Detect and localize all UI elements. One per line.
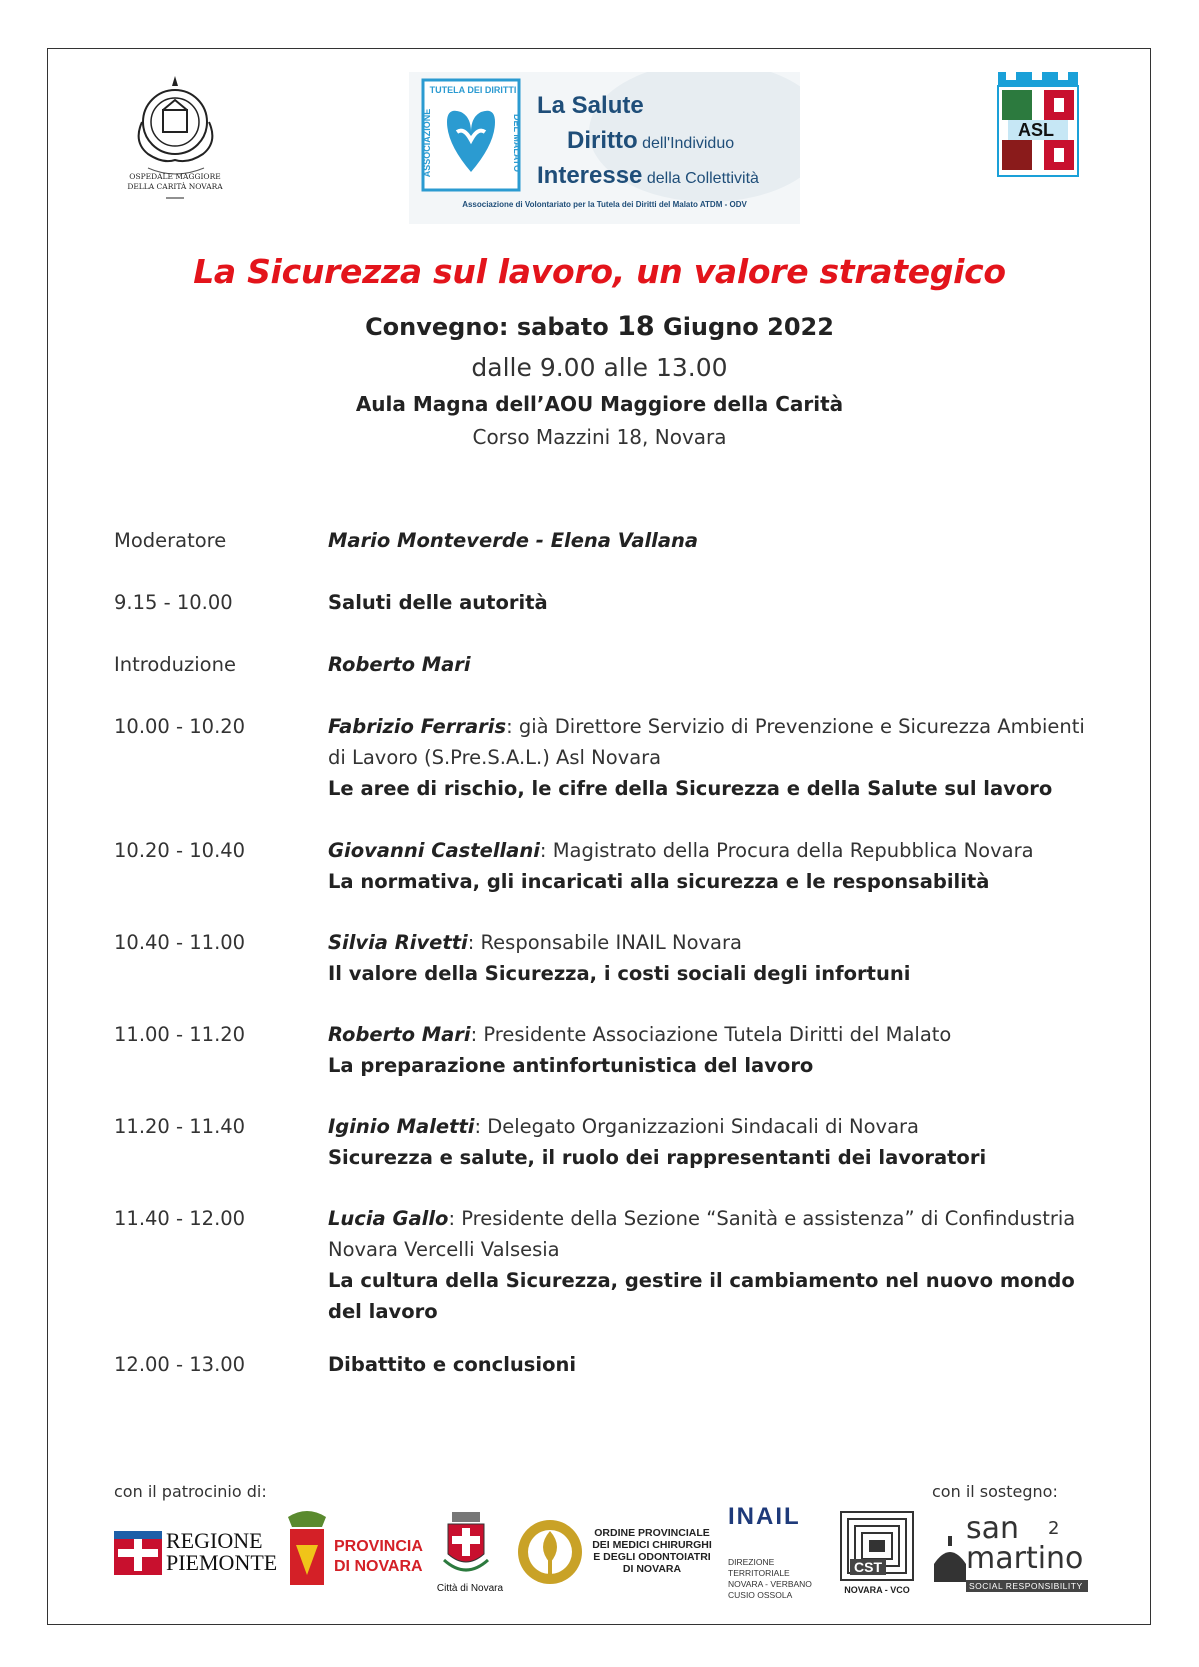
atdm-line3b: della Collettività xyxy=(646,170,759,187)
cst-sub: NOVARA - VCO xyxy=(844,1585,910,1595)
program-time: 10.20 - 10.40 xyxy=(114,839,246,862)
program-time: 11.20 - 11.40 xyxy=(114,1115,246,1138)
program-speaker: Iginio Maletti xyxy=(328,1115,475,1138)
ordine-line2: DEI MEDICI CHIRURGHI xyxy=(592,1539,712,1551)
program-role: : Responsabile INAIL Novara xyxy=(467,931,742,954)
event-date-day: 18 xyxy=(617,311,655,342)
patronage-label: con il patrocinio di: xyxy=(114,1482,267,1501)
ordine-line4: DI NOVARA xyxy=(622,1563,682,1575)
atdm-vertical-2: ASSOCIAZIONE xyxy=(422,108,432,178)
ospedale-logo xyxy=(128,72,223,212)
program-role: : Magistrato della Procura della Repubblica Novara xyxy=(539,839,1034,862)
asl-logo-text: ASL xyxy=(1018,120,1054,140)
support-label: con il sostegno: xyxy=(932,1482,1058,1501)
program-speaker: Mario Monteverde - Elena Vallana xyxy=(328,529,699,552)
citta-novara-logo xyxy=(430,1510,510,1600)
program-topic: Saluti delle autorità xyxy=(328,591,548,614)
event-time: dalle 9.00 alle 13.00 xyxy=(471,353,728,382)
program-topic: La preparazione antinfortunistica del lavoro xyxy=(328,1054,814,1077)
regione-line1: REGIONE xyxy=(166,1528,263,1553)
inail-name: INAIL xyxy=(728,1503,801,1530)
program-topic: Sicurezza e salute, il ruolo dei rappresentanti dei lavoratori xyxy=(328,1146,987,1169)
atdm-line2a: Diritto xyxy=(567,127,638,154)
ordine-medici-logo xyxy=(516,1517,716,1589)
sanmartino-line2: martino xyxy=(966,1541,1084,1576)
ordine-line3: E DEGLI ODONTOIATRI xyxy=(593,1551,711,1563)
event-date xyxy=(0,311,1199,342)
inail-line3: CUSIO OSSOLA xyxy=(728,1590,793,1600)
sanmartino-badge: 2 xyxy=(1048,1518,1060,1539)
program-time: 10.00 - 10.20 xyxy=(114,715,246,738)
program-role: : Presidente Associazione Tutela Diritti del Malato xyxy=(470,1023,952,1046)
program-time: 9.15 - 10.00 xyxy=(114,591,233,614)
atdm-line3a: Interesse xyxy=(537,162,643,189)
program-time: Moderatore xyxy=(114,529,227,552)
atdm-vertical-1: TUTELA DEI DIRITTI xyxy=(429,85,517,95)
program-topic: La cultura della Sicurezza, gestire il cambiamento nel nuovo mondo del lavoro xyxy=(328,1269,1075,1323)
sanmartino-sub: SOCIAL RESPONSIBILITY xyxy=(966,1580,1088,1592)
regione-piemonte-logo xyxy=(114,1528,278,1578)
provincia-novara-logo xyxy=(282,1505,423,1595)
sanmartino-line1: san xyxy=(966,1511,1020,1546)
inail-line2: NOVARA - VERBANO xyxy=(728,1579,812,1589)
dome-icon xyxy=(930,1536,970,1586)
program-speaker: Lucia Gallo xyxy=(328,1207,449,1230)
program-topic: Dibattito e conclusioni xyxy=(328,1353,577,1376)
program-role: : Presidente della Sezione “Sanità e assistenza” di Confindustria Novara Vercelli Valsesia xyxy=(328,1207,1076,1261)
san-martino-logo xyxy=(930,1511,1090,1598)
program-role: : già Direttore Servizio di Prevenzione e Sicurezza Ambienti di Lavoro (S.Pre.S.A.L.) Asl Novara xyxy=(328,715,1085,769)
cst-name: CST xyxy=(850,1559,886,1575)
program-time: Introduzione xyxy=(114,653,236,676)
program-speaker: Silvia Rivetti xyxy=(328,931,468,954)
regione-line2: PIEMONTE xyxy=(166,1550,278,1575)
program-role: : Delegato Organizzazioni Sindacali di Novara xyxy=(474,1115,920,1138)
program-topic: La normativa, gli incaricati alla sicurezza e le responsabilità xyxy=(328,870,990,893)
atdm-vertical-3: DEL MALATO xyxy=(512,114,522,172)
program-speaker: Roberto Mari xyxy=(328,653,471,676)
program-speaker: Roberto Mari xyxy=(328,1023,471,1046)
event-title: La Sicurezza sul lavoro, un valore strategico xyxy=(193,252,1006,291)
regione-flag-icon xyxy=(114,1531,162,1575)
ordine-line1: ORDINE PROVINCIALE xyxy=(594,1527,710,1539)
provincia-crest-icon xyxy=(282,1505,332,1595)
program-topic: Il valore della Sicurezza, i costi sociali degli infortuni xyxy=(328,962,911,985)
program-topic: Le aree di rischio, le cifre della Sicurezza e della Salute sul lavoro xyxy=(328,777,1053,800)
program-speaker: Fabrizio Ferraris xyxy=(328,715,507,738)
asl-logo xyxy=(992,70,1084,202)
program-time: 11.00 - 11.20 xyxy=(114,1023,246,1046)
provincia-line2: DI NOVARA xyxy=(334,1558,423,1575)
event-date-prefix: Convegno: sabato xyxy=(365,313,609,341)
atdm-footer: Associazione di Volontariato per la Tutela dei Diritti del Malato ATDM - ODV xyxy=(462,200,747,209)
inail-line1: DIREZIONE TERRITORIALE xyxy=(728,1557,790,1578)
event-address: Corso Mazzini 18, Novara xyxy=(472,425,727,449)
program-time: 10.40 - 11.00 xyxy=(114,931,246,954)
citta-crest-icon xyxy=(438,1510,494,1580)
cst-logo xyxy=(840,1511,916,1601)
atdm-line1: La Salute xyxy=(537,92,644,119)
inail-logo xyxy=(728,1503,838,1598)
program-time: 11.40 - 12.00 xyxy=(114,1207,246,1230)
program-speaker: Giovanni Castellani xyxy=(328,839,540,862)
event-place: Aula Magna dell’AOU Maggiore della Carità xyxy=(355,392,844,416)
ordine-emblem-icon xyxy=(516,1517,584,1587)
event-date-suffix: Giugno 2022 xyxy=(663,313,834,341)
atdm-logo xyxy=(409,72,800,224)
citta-label: Città di Novara xyxy=(436,1583,504,1594)
atdm-line2b: dell'Individuo xyxy=(642,135,735,152)
program-time: 12.00 - 13.00 xyxy=(114,1353,246,1376)
provincia-line1: PROVINCIA xyxy=(334,1538,423,1555)
ospedale-logo-text: OSPEDALE MAGGIORE DELLA CARITÀ NOVARA xyxy=(127,172,223,191)
